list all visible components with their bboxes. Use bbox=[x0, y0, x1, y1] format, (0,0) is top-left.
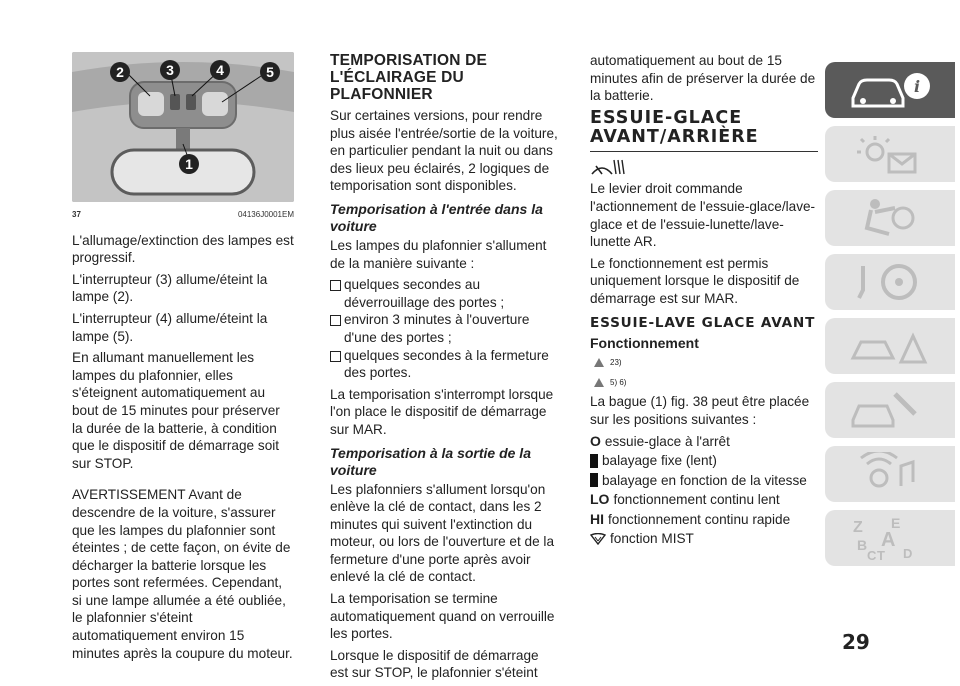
svg-text:D: D bbox=[903, 546, 913, 560]
checkbox-bullet-icon bbox=[330, 280, 341, 291]
wiper-speed-icon bbox=[590, 473, 598, 487]
column-3 bbox=[590, 52, 820, 550]
symbol-label: LO bbox=[590, 491, 610, 508]
svg-text:i: i bbox=[913, 77, 921, 96]
position-off bbox=[590, 433, 820, 451]
figure-caption bbox=[72, 206, 294, 224]
paragraph: L'interrupteur (4) allume/éteint la lampe (5). bbox=[72, 310, 268, 344]
note-ref: 23) bbox=[610, 358, 622, 368]
paragraph: L'interrupteur (3) allume/éteint la lampe (2). bbox=[72, 271, 268, 305]
steering-key-icon bbox=[845, 260, 935, 304]
position-text: essuie-glace à l'arrêt bbox=[604, 433, 730, 449]
tab-multimedia[interactable] bbox=[825, 446, 955, 502]
callout-2: 2 bbox=[116, 64, 124, 80]
divider bbox=[590, 151, 818, 152]
paragraph: La bague (1) fig. 38 peut être placée sur les positions suivantes : bbox=[590, 394, 810, 427]
wiper-washer-icon bbox=[590, 158, 630, 176]
mist-icon bbox=[590, 533, 606, 545]
caution-triangle-icon bbox=[594, 378, 604, 387]
callout-3: 3 bbox=[166, 62, 174, 78]
wrench-car-icon bbox=[845, 388, 935, 432]
position-text: fonctionnement continu lent bbox=[613, 492, 780, 508]
checkbox-bullet-icon bbox=[330, 351, 341, 362]
tab-safety[interactable] bbox=[825, 190, 955, 246]
column-1 bbox=[72, 52, 294, 666]
airbag-seat-icon bbox=[845, 196, 935, 240]
position-fixed-slow bbox=[590, 452, 820, 470]
note-ref: 5) 6) bbox=[610, 377, 627, 387]
paragraph: La temporisation se termine automatiquement quand on verrouille les portes. bbox=[330, 591, 555, 642]
position-hi bbox=[590, 511, 820, 529]
tab-lights-warnings[interactable] bbox=[825, 126, 955, 182]
subsection-title: Temporisation à la sortie de la voiture bbox=[330, 444, 531, 478]
warning-note bbox=[594, 354, 820, 372]
subsection-title: ESSUIE-LAVE GLACE AVANT bbox=[590, 314, 816, 331]
section-title: ESSUIE-GLACE AVANT/ARRIÈRE bbox=[590, 107, 759, 147]
callout-1: 1 bbox=[185, 156, 193, 172]
paragraph: Les lampes du plafonnier s'allument de la manière suivante : bbox=[330, 237, 547, 271]
paragraph: Lorsque le dispositif de démarrage est sur STOP, le plafonnier s'éteint bbox=[330, 647, 539, 681]
position-lo bbox=[590, 491, 820, 509]
warning-car-icon bbox=[845, 324, 935, 368]
svg-text:Z: Z bbox=[853, 519, 863, 536]
list-item bbox=[330, 276, 560, 311]
list-item-text: quelques secondes à la fermeture des portes. bbox=[344, 347, 549, 381]
multimedia-icon bbox=[845, 452, 935, 496]
subsection-title: Temporisation à l'entrée dans la voiture bbox=[330, 200, 543, 234]
tab-maintenance[interactable] bbox=[825, 382, 955, 438]
chapter-tabs bbox=[825, 62, 955, 574]
section-title: TEMPORISATION DE L'ÉCLAIRAGE DU PLAFONNIER bbox=[330, 52, 488, 103]
subheading: Fonctionnement bbox=[590, 334, 699, 351]
svg-text:E: E bbox=[891, 516, 901, 531]
callout-5: 5 bbox=[266, 64, 274, 80]
tab-emergency[interactable] bbox=[825, 318, 955, 374]
symbol-label: O bbox=[590, 432, 601, 449]
page-number: 29 bbox=[842, 630, 870, 654]
position-text: balayage en fonction de la vitesse bbox=[602, 472, 807, 488]
paragraph: La temporisation s'interrompt lorsque l'on place le dispositif de démarrage sur MAR. bbox=[330, 386, 554, 437]
paragraph: Les plafonniers s'allument lorsqu'on enlève la clé de contact, dans les 2 minutes qui suivent l'extinction du moteur, ou lors de l'ouverture et de la fermeture d'une porte après avoir enlevé la clé de contact. bbox=[330, 481, 554, 585]
svg-text:A: A bbox=[881, 529, 896, 551]
figure-number: 37 bbox=[72, 210, 81, 219]
svg-text:B: B bbox=[857, 537, 868, 553]
svg-text:C: C bbox=[867, 548, 877, 560]
index-letters-icon bbox=[845, 516, 935, 560]
position-speed bbox=[590, 472, 820, 490]
lights-envelope-icon bbox=[845, 132, 935, 176]
callout-4: 4 bbox=[216, 62, 224, 78]
list-item bbox=[330, 311, 560, 346]
figure-code: 04136J0001EM bbox=[237, 210, 294, 219]
paragraph: Le levier droit commande l'actionnement de l'essuie-glace/lave-glace et de l'essuie-lunette/lave-lunette AR. bbox=[590, 181, 816, 250]
tab-index[interactable] bbox=[825, 510, 955, 566]
list-item bbox=[330, 347, 560, 382]
wiper-fixed-icon bbox=[590, 454, 598, 468]
ceiling-light-illustration bbox=[72, 52, 294, 202]
warning-paragraph: AVERTISSEMENT Avant de descendre de la voiture, s'assurer que les lampes du plafonnier sont éteintes ; de cette façon, on évite de décharger la batterie lorsque les portes sont refermées. Cependant, si une lampe allumée a été oubliée, le plafonnier s'éteint automatiquement environ 15 minutes après la coupure du moteur. bbox=[72, 487, 293, 661]
paragraph: En allumant manuellement les lampes du plafonnier, elles s'éteignent automatiquement au bout de 15 minutes pour préserver la durée de la batterie, à condition que le dispositif de démarrage soit sur STOP. bbox=[72, 350, 280, 471]
caution-note bbox=[594, 374, 820, 392]
paragraph: L'allumage/extinction des lampes est progressif. bbox=[72, 232, 294, 266]
position-text: fonction MIST bbox=[610, 531, 694, 547]
paragraph: Sur certaines versions, pour rendre plus aisée l'entrée/sortie de la voiture, en particulier pendant la nuit ou dans des lieux peu éclairés, 2 logiques de temporisation sont disponibles. bbox=[330, 108, 558, 194]
car-info-icon bbox=[845, 68, 935, 112]
checkbox-bullet-icon bbox=[330, 315, 341, 326]
column-2 bbox=[330, 52, 560, 686]
list-item-text: quelques secondes au déverrouillage des portes ; bbox=[344, 277, 505, 310]
position-mist bbox=[590, 530, 820, 548]
list-item-text: environ 3 minutes à l'ouverture d'une des portes ; bbox=[344, 312, 530, 345]
tab-starting-driving[interactable] bbox=[825, 254, 955, 310]
figure-37 bbox=[72, 52, 294, 202]
paragraph: automatiquement au bout de 15 minutes afin de préserver la durée de la batterie. bbox=[590, 53, 816, 104]
symbol-label: HI bbox=[590, 510, 604, 527]
paragraph: Le fonctionnement est permis uniquement lorsque le dispositif de démarrage est sur MAR. bbox=[590, 255, 800, 306]
position-text: fonctionnement continu rapide bbox=[608, 511, 791, 527]
warning-triangle-icon bbox=[594, 358, 604, 367]
tab-getting-to-know[interactable] bbox=[825, 62, 955, 118]
position-text: balayage fixe (lent) bbox=[602, 453, 717, 469]
svg-text:T: T bbox=[877, 548, 885, 560]
